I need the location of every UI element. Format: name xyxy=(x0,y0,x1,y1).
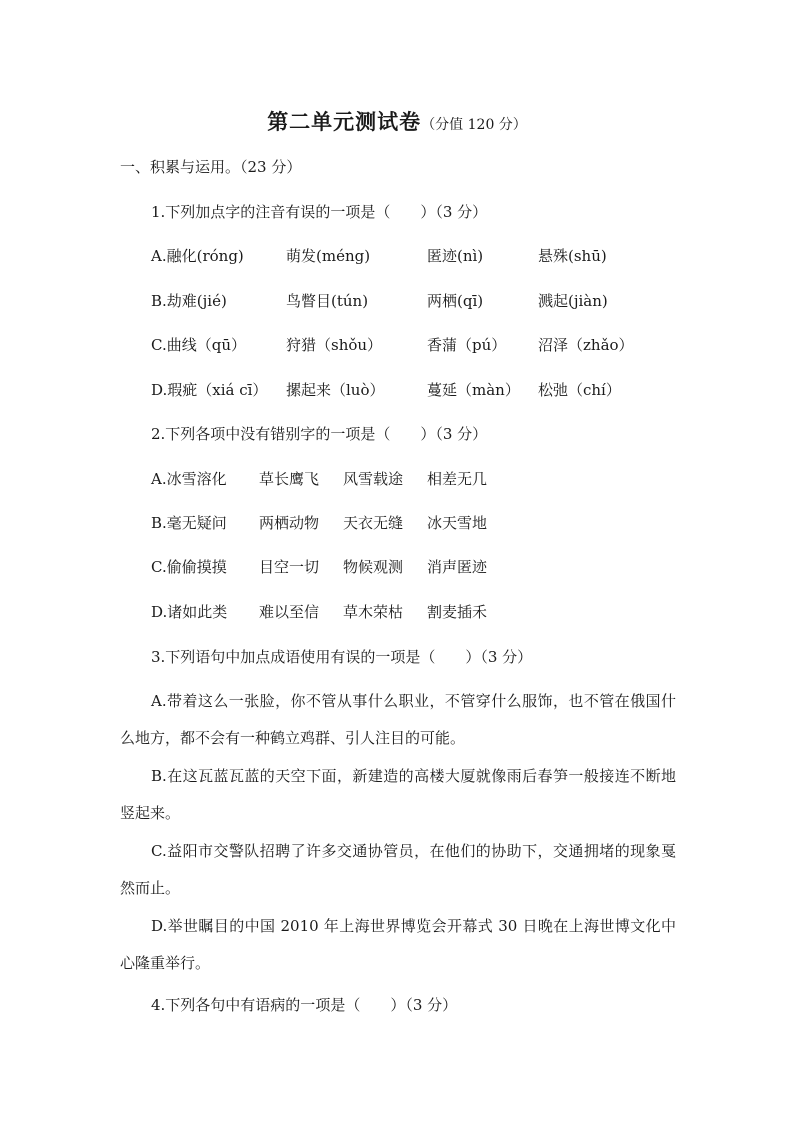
option-item: 悬殊(shū) xyxy=(538,247,607,265)
q2-option-row-c xyxy=(151,557,711,577)
option-item: 目空一切 xyxy=(259,558,320,576)
q3-option-a: A.带着这么一张脸，你不管从事什么职业，不管穿什么服饰，也不管在俄国什么地方，都不会有一种鹤立鸡群、引人注目的可能。 xyxy=(120,692,676,747)
page-title xyxy=(0,106,794,136)
option-item: 冰天雪地 xyxy=(427,514,488,532)
q3-option-b: B.在这瓦蓝瓦蓝的天空下面，新建造的高楼大厦就像雨后春笋一般接连不断地竖起来。 xyxy=(120,767,676,822)
option-item: 两栖(qī) xyxy=(427,292,484,310)
title-main: 第二单元测试卷 xyxy=(267,109,422,134)
option-item: 相差无几 xyxy=(427,470,488,488)
option-item: A.融化(róng) xyxy=(151,247,244,265)
option-item: 两栖动物 xyxy=(259,514,320,532)
option-item: B.毫无疑问 xyxy=(151,514,227,532)
option-item: 消声匿迹 xyxy=(427,558,488,576)
q1-option-row-a xyxy=(151,246,711,266)
option-item: 物候观测 xyxy=(343,558,404,576)
option-item: 萌发(méng) xyxy=(286,247,371,265)
option-item: C.偷偷摸摸 xyxy=(151,558,227,576)
question-1-stem: 1.下列加点字的注音有误的一项是（ ）（3 分） xyxy=(151,203,488,221)
q1-option-row-c xyxy=(151,335,711,355)
option-item: 香蒲（pú） xyxy=(427,336,507,354)
option-item: 草木荣枯 xyxy=(343,603,404,621)
option-item: D.诸如此类 xyxy=(151,603,228,621)
option-item: B.劫难(jié) xyxy=(151,292,227,310)
question-3-stem: 3.下列语句中加点成语使用有误的一项是（ ）（3 分） xyxy=(151,648,533,666)
q2-option-row-d xyxy=(151,602,711,622)
option-item: 狩猎（shǒu） xyxy=(286,336,383,354)
option-item: 鸟瞥目(tún) xyxy=(286,292,369,310)
title-score: （分值 120 分） xyxy=(421,117,527,133)
option-item: 蔓延（màn） xyxy=(427,381,520,399)
q3-option-d: D.举世瞩目的中国 2010 年上海世界博览会开幕式 30 日晚在上海世博文化中心隆重举行。 xyxy=(120,917,676,972)
option-item: 松弛（chí） xyxy=(538,381,621,399)
option-item: 溅起(jiàn) xyxy=(538,292,608,310)
option-item: 摞起来（luò） xyxy=(286,381,385,399)
q3-option-c: C.益阳市交警队招聘了许多交通协管员，在他们的协助下，交通拥堵的现象戛然而止。 xyxy=(120,842,676,897)
q1-option-row-d xyxy=(151,380,711,400)
section-heading: 一、积累与运用。（23 分） xyxy=(120,158,302,176)
option-item: 匿迹(nì) xyxy=(427,247,484,265)
option-item: 天衣无缝 xyxy=(343,514,404,532)
option-item: 沼泽（zhǎo） xyxy=(538,336,634,354)
q2-option-row-b xyxy=(151,513,711,533)
option-item: C.曲线（qū） xyxy=(151,336,246,354)
option-item: 草长鹰飞 xyxy=(259,470,320,488)
q2-option-row-a xyxy=(151,469,711,489)
option-item: 难以至信 xyxy=(259,603,320,621)
option-item: A.冰雪溶化 xyxy=(151,470,227,488)
option-item: 风雪载途 xyxy=(343,470,404,488)
q1-option-row-b xyxy=(151,291,711,311)
option-item: 割麦插禾 xyxy=(427,603,488,621)
question-4-stem: 4.下列各句中有语病的一项是（ ）（3 分） xyxy=(151,996,458,1014)
question-2-stem: 2.下列各项中没有错别字的一项是（ ）（3 分） xyxy=(151,425,488,443)
option-item: D.瑕疵（xiá cī） xyxy=(151,381,268,399)
